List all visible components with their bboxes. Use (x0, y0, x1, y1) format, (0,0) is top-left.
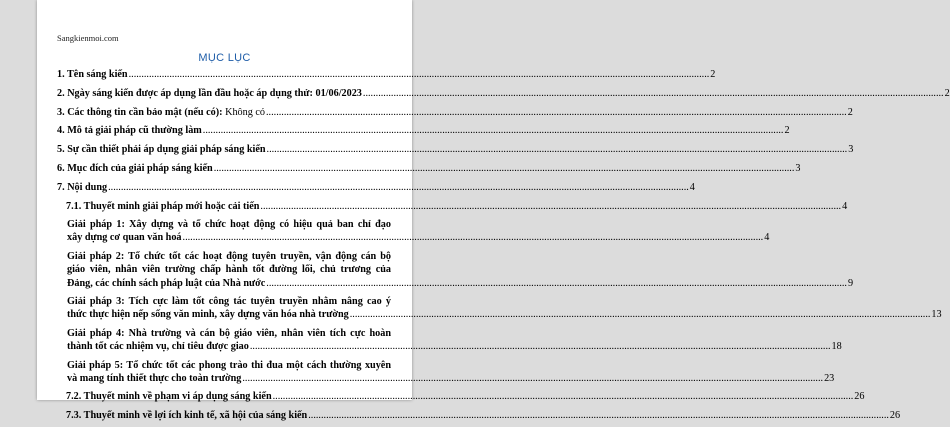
toc-entry-7-1[interactable] (57, 200, 848, 213)
toc-page-number: 2 (944, 87, 950, 99)
toc-entry-line: xây dựng cơ quan văn hoá (67, 232, 182, 244)
site-watermark: Sangkienmoi.com (57, 33, 119, 43)
toc-entry-text: 7.3. Thuyết minh về lợi ích kinh tế, xã hội của sáng kiến (66, 409, 308, 421)
toc-entry-5[interactable] (57, 143, 854, 156)
leader-dots (250, 340, 831, 353)
toc-page-number: 26 (854, 391, 865, 403)
toc-entry-6[interactable] (57, 162, 801, 175)
toc-entry-text: 7.1. Thuyết minh giải pháp mới hoặc cải tiến (66, 200, 260, 212)
toc-entry-3[interactable] (57, 106, 853, 119)
toc-page-number: 26 (889, 409, 901, 421)
toc-page-number: 18 (831, 341, 842, 353)
toc-entry-text: 1. Tên sáng kiến (57, 69, 128, 80)
toc-entry-text: 7.2. Thuyết minh về phạm vi áp dụng sáng kiến (66, 391, 272, 403)
leader-dots (266, 106, 847, 119)
toc-page-number: 23 (824, 373, 835, 385)
toc-entry-1[interactable] (57, 68, 716, 81)
toc-title: MỤC LỤC (198, 52, 251, 64)
toc-entry-line: Giải pháp 4: Nhà trường và cán bộ giáo viên, nhân viên tích cực hoàn (67, 327, 391, 339)
leader-dots (266, 277, 847, 290)
toc-entry-7-3[interactable] (57, 409, 901, 422)
leader-dots (260, 200, 841, 213)
toc-entry-line: Giải pháp 2: Tổ chức tốt các hoạt động tuyên truyền, vận động cán bộ (67, 250, 391, 262)
leader-dots (203, 124, 784, 137)
toc-page-number: 4 (764, 232, 770, 244)
toc-entry-line: Giải pháp 1: Xây dựng và tổ chức hoạt động có hiệu quả ban chỉ đạo (67, 218, 391, 230)
toc-page-number: 2 (784, 125, 790, 137)
document-page (37, 0, 950, 421)
toc-entry-line: và mang tính thiết thực cho toàn trường (67, 373, 242, 385)
toc-entry-solution-3[interactable] (57, 295, 942, 322)
leader-dots (242, 372, 823, 385)
toc-page-number: 2 (710, 69, 716, 80)
toc-page-number: 9 (847, 277, 854, 289)
leader-dots (350, 308, 931, 321)
toc-entry-text: 4. Mô tả giải pháp cũ thường làm (57, 125, 202, 137)
toc-entry-4[interactable] (57, 124, 790, 137)
toc-entry-text (57, 106, 265, 119)
toc-page-number: 3 (848, 144, 854, 156)
toc-entry-text: 5. Sự cần thiết phải áp dụng giải pháp sáng kiến (57, 144, 266, 156)
toc-entry-line: giáo viên, nhân viên trường chấp hành tốt đường lối, chủ trương của (67, 264, 391, 276)
table-of-contents (57, 68, 950, 427)
leader-dots (108, 181, 689, 194)
toc-page-number: 4 (842, 200, 848, 212)
toc-entry-solution-5[interactable] (57, 359, 835, 386)
toc-entry-text-regular: Không có (225, 106, 265, 118)
toc-page-number: 4 (689, 181, 695, 193)
toc-entry-solution-2[interactable] (57, 250, 854, 290)
toc-entry-text: 2. Ngày sáng kiến được áp dụng lần đầu hoặc áp dụng thử: 01/06/2023 (57, 87, 362, 99)
toc-page-number: 3 (795, 162, 801, 174)
toc-entry-solution-4[interactable] (57, 327, 842, 354)
leader-dots (363, 87, 944, 100)
toc-entry-line: thức thực hiện nếp sống văn minh, xây dựng văn hóa nhà trường (67, 309, 349, 321)
toc-entry-text: 6. Mục đích của giải pháp sáng kiến (57, 162, 213, 174)
leader-dots (129, 68, 710, 81)
toc-entry-line: Giải pháp 5: Tổ chức tốt các phong trào thi đua một cách thường xuyên (67, 359, 391, 371)
toc-entry-7[interactable] (57, 181, 695, 194)
leader-dots (308, 409, 889, 422)
toc-entry-line: thành tốt các nhiệm vụ, chỉ tiêu được giao (67, 341, 249, 353)
toc-page-number: 13 (931, 309, 942, 321)
leader-dots (267, 143, 848, 156)
leader-dots (214, 162, 795, 175)
leader-dots (273, 390, 854, 403)
toc-entry-2[interactable] (57, 87, 950, 100)
leader-dots (183, 231, 764, 244)
toc-entry-text: 7. Nội dung (57, 181, 108, 193)
toc-entry-line: Đảng, các chính sách pháp luật của Nhà nước (67, 277, 266, 289)
toc-entry-text-bold: 3. Các thông tin cần bảo mật (nếu có): (57, 106, 226, 118)
toc-entry-line: Giải pháp 3: Tích cực làm tốt công tác tuyên truyền nhằm nâng cao ý (67, 296, 391, 308)
toc-entry-solution-1[interactable] (57, 218, 770, 245)
toc-entry-7-2[interactable] (57, 390, 865, 403)
toc-page-number: 2 (847, 106, 853, 118)
